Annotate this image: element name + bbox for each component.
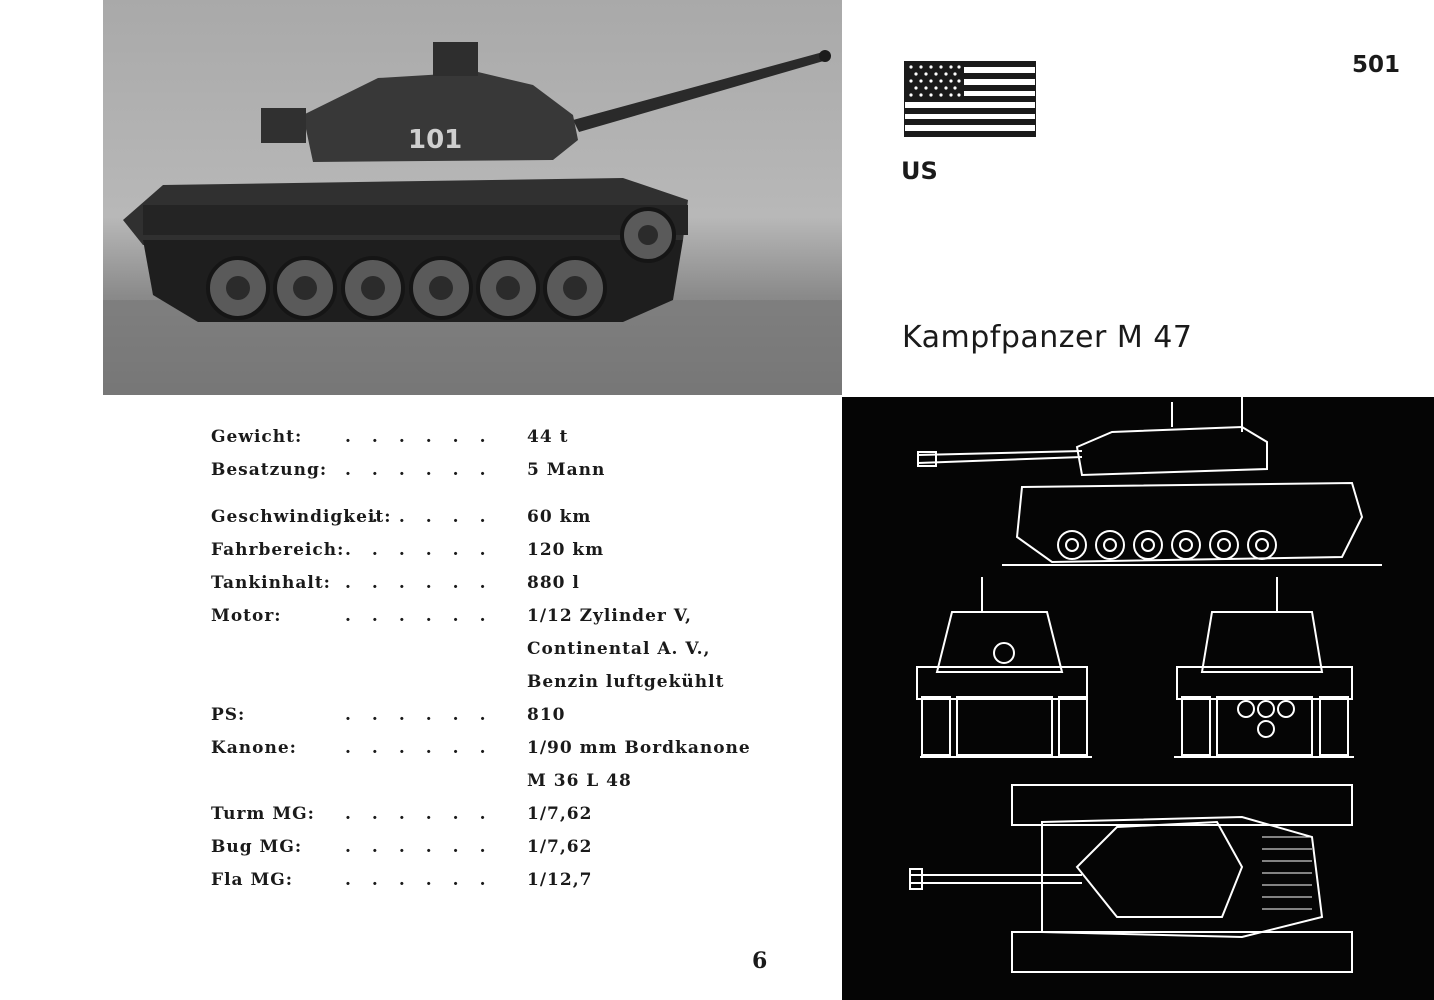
leader-dots: ...... <box>345 540 507 560</box>
tank-blueprint-illustration <box>842 397 1434 1000</box>
spec-value: 1/12 Zylinder V, <box>527 606 692 626</box>
leader-dots: ...... <box>345 427 507 447</box>
spec-label: Geschwindigkeit: <box>211 507 392 527</box>
leader-dots: ...... <box>345 738 507 758</box>
spec-label: Bug MG: <box>211 837 303 857</box>
spec-label: Motor: <box>211 606 282 626</box>
leader-dots: ...... <box>345 606 507 626</box>
spec-label: Tankinhalt: <box>211 573 331 593</box>
spec-value: 810 <box>527 705 566 725</box>
spec-value: 5 Mann <box>527 460 606 480</box>
turret-marking: 101 <box>408 125 463 155</box>
leader-dots: ...... <box>345 507 507 527</box>
tank-photo-illustration <box>103 0 842 395</box>
catalog-number: 501 <box>1352 52 1401 78</box>
spec-label: Gewicht: <box>211 427 303 447</box>
spec-label: Turm MG: <box>211 804 315 824</box>
spec-label: Besatzung: <box>211 460 328 480</box>
spec-label: Kanone: <box>211 738 297 758</box>
spec-value: Continental A. V., <box>527 639 711 659</box>
spec-value: 1/90 mm Bordkanone <box>527 738 751 758</box>
spec-value: 60 km <box>527 507 592 527</box>
spec-value: 1/7,62 <box>527 804 593 824</box>
spec-value: 44 t <box>527 427 569 447</box>
technical-drawing <box>842 397 1434 1000</box>
spec-label: PS: <box>211 705 246 725</box>
page-number: 6 <box>752 948 768 974</box>
us-flag-icon <box>904 61 1036 137</box>
spec-value: 1/7,62 <box>527 837 593 857</box>
spec-value: Benzin luftgekühlt <box>527 672 725 692</box>
country-code: US <box>901 157 938 185</box>
leader-dots: ...... <box>345 460 507 480</box>
vehicle-title: Kampfpanzer M 47 <box>902 320 1193 355</box>
tank-photo <box>103 0 842 395</box>
spec-label: Fla MG: <box>211 870 294 890</box>
leader-dots: ...... <box>345 573 507 593</box>
spec-label: Fahrbereich: <box>211 540 345 560</box>
leader-dots: ...... <box>345 705 507 725</box>
leader-dots: ...... <box>345 870 507 890</box>
spec-value: M 36 L 48 <box>527 771 632 791</box>
spec-value: 120 km <box>527 540 605 560</box>
spec-value: 1/12,7 <box>527 870 593 890</box>
leader-dots: ...... <box>345 804 507 824</box>
spec-value: 880 l <box>527 573 580 593</box>
leader-dots: ...... <box>345 837 507 857</box>
